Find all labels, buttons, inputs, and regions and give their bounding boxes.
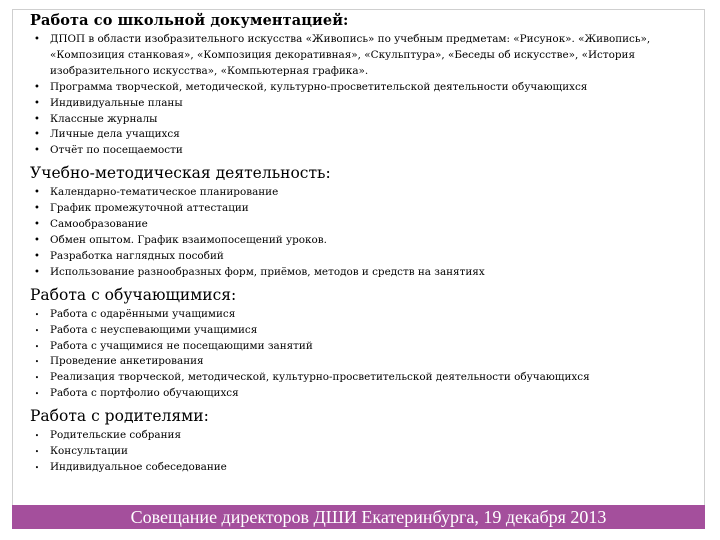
- section-heading-documentation: Работа со школьной документацией:: [30, 12, 349, 29]
- bullet-icon: •: [34, 187, 40, 199]
- list-item: • Личные дела учащихся: [30, 127, 700, 143]
- bullet-icon: •: [34, 342, 40, 351]
- bullet-icon: •: [34, 374, 40, 383]
- bullet-icon: •: [34, 432, 40, 441]
- list-item: • Работа с портфолио обучающихся: [30, 386, 700, 402]
- bullet-icon: •: [34, 390, 40, 399]
- bullet-icon: •: [34, 145, 40, 157]
- list-item: • Индивидуальные планы: [30, 96, 700, 112]
- list-item: • Работа с неуспевающими учащимися: [30, 323, 700, 339]
- list-item: • Календарно-тематическое планирование: [30, 185, 700, 201]
- section-heading-methodology: Учебно-методическая деятельность:: [30, 164, 331, 183]
- list-item: • Родительские собрания: [30, 428, 700, 444]
- bullet-icon: •: [34, 129, 40, 141]
- list-item: • Отчёт по посещаемости: [30, 143, 700, 159]
- list-item: • Индивидуальное собеседование: [30, 460, 700, 476]
- documentation-list: [30, 32, 700, 159]
- list-item: • Проведение анкетирования: [30, 354, 700, 370]
- bullet-icon: •: [34, 250, 40, 262]
- bullet-icon: •: [34, 266, 40, 278]
- parents-list: [30, 428, 700, 476]
- bullet-icon: •: [34, 81, 40, 93]
- list-item: • Работа с учащимися не посещающими занятий: [30, 339, 700, 355]
- list-item: • Разработка наглядных пособий: [30, 249, 700, 265]
- list-item: • ДПОП в области изобразительного искусства «Живопись» по учебным предметам: «Рисунок». «Живопись», «Композиция станковая», «Композиция декоративная», «Скульптура», «Беседы об искусстве», «История изобразительного искусства», «Компьютерная графика».: [30, 32, 700, 80]
- students-list: [30, 307, 700, 402]
- bullet-icon: •: [34, 326, 40, 335]
- list-item: • Программа творческой, методической, культурно-просветительской деятельности обучающихся: [30, 80, 700, 96]
- methodology-list: [30, 185, 700, 280]
- bullet-icon: •: [34, 113, 40, 125]
- slide-content: [30, 12, 700, 476]
- bullet-icon: •: [34, 219, 40, 231]
- section-heading-students: Работа с обучающимися:: [30, 285, 237, 304]
- bullet-icon: •: [34, 234, 40, 246]
- bullet-icon: •: [34, 203, 40, 215]
- list-item: • Обмен опытом. График взаимопосещений уроков.: [30, 233, 700, 249]
- bullet-icon: •: [34, 310, 40, 319]
- list-item: • Реализация творческой, методической, культурно-просветительской деятельности обучающихся: [30, 370, 700, 386]
- section-heading-parents: Работа с родителями:: [30, 407, 209, 426]
- bullet-icon: •: [34, 463, 40, 472]
- list-item: • Консультации: [30, 444, 700, 460]
- bullet-icon: •: [34, 358, 40, 367]
- list-item: • Работа с одарёнными учащимися: [30, 307, 700, 323]
- list-item: • Классные журналы: [30, 112, 700, 128]
- bullet-icon: •: [34, 34, 40, 45]
- list-item: • Самообразование: [30, 217, 700, 233]
- bullet-icon: •: [34, 97, 40, 109]
- footer-text: Совещание директоров ДШИ Екатеринбурга, 19 декабря 2013: [130, 507, 607, 527]
- list-item: • График промежуточной аттестации: [30, 201, 700, 217]
- list-item: • Использование разнообразных форм, приёмов, методов и средств на занятиях: [30, 265, 700, 281]
- bullet-icon: •: [34, 448, 40, 457]
- footer-bar: [12, 505, 705, 529]
